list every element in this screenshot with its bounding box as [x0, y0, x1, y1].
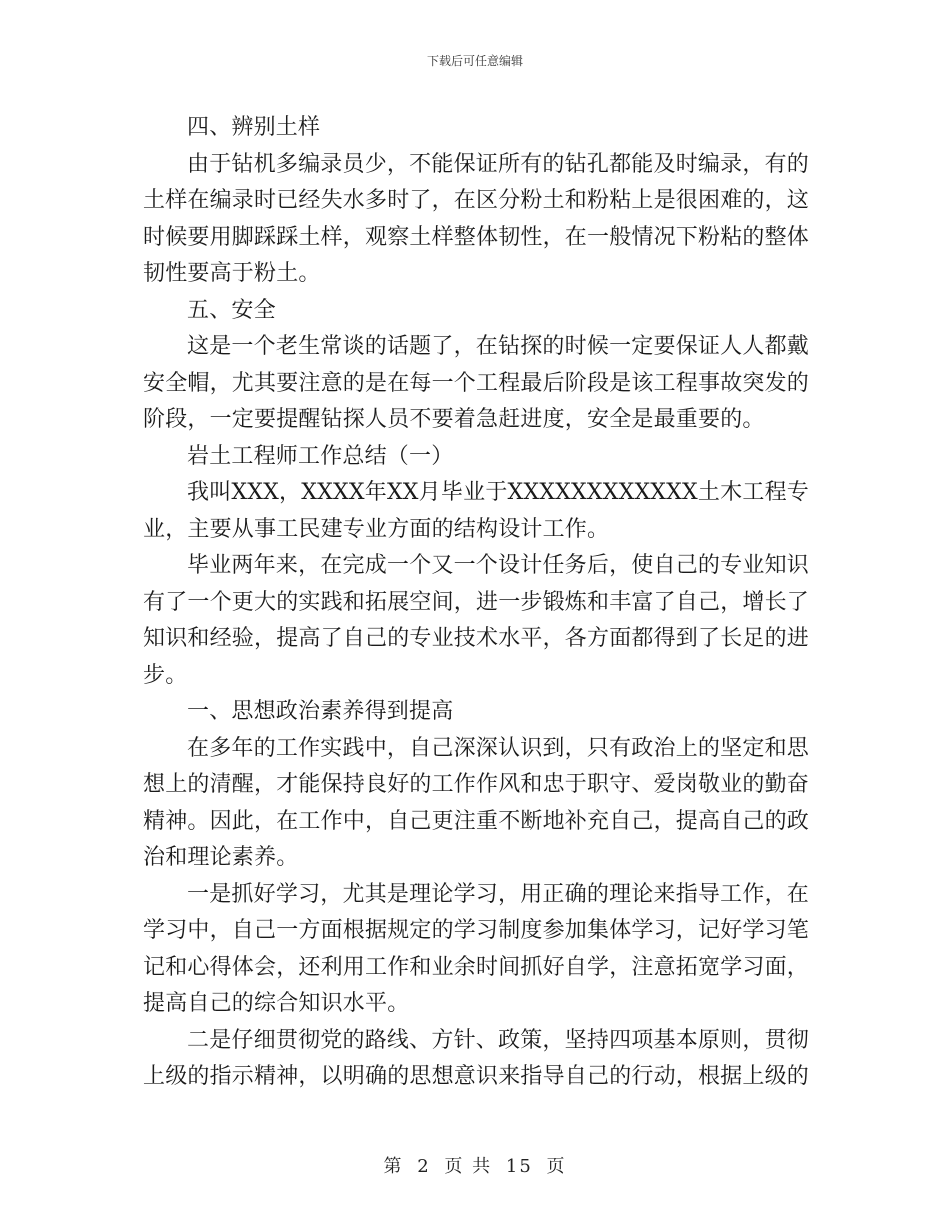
paragraph: 毕业两年来，在完成一个又一个设计任务后，使自己的专业知识有了一个更大的实践和拓展空间，进一步锻炼和丰富了自己，增长了知识和经验，提高了自己的专业技术水平，各方面都得到了长足的进步。: [143, 553, 810, 688]
paragraph: 由于钻机多编录员少，不能保证所有的钻孔都能及时编录，有的土样在编录时已经失水多时了，在区分粉土和粉粘上是很困难的，这时候要用脚踩踩土样，观察土样整体韧性，在一般情况下粉粘的整体韧性要高于粉土。: [143, 151, 810, 286]
footer-middle: 页 共: [444, 1156, 493, 1177]
document-subtitle: 岩土工程师工作总结（一）: [187, 443, 454, 469]
current-page-number: 2: [417, 1156, 431, 1177]
paragraph: 我叫XXX，XXXX年XX月毕业于XXXXXXXXXXXX土木工程专业，主要从事工民建专业方面的结构设计工作。: [143, 480, 809, 542]
paragraph: 在多年的工作实践中，自己深深认识到，只有政治上的坚定和思想上的清醒，才能保持良好的工作作风和忠于职守、爱岗敬业的勤奋精神。因此，在工作中，自己更注重不断地补充自己，提高自己的政治和理论素养。: [143, 735, 810, 870]
footer-suffix: 页: [546, 1156, 567, 1177]
footer-prefix: 第: [383, 1156, 404, 1177]
total-pages-number: 15: [505, 1156, 533, 1177]
page-footer: [0, 1152, 950, 1178]
section-heading-safety: 五、安全: [187, 297, 276, 323]
paragraph: 二是仔细贯彻党的路线、方针、政策，坚持四项基本原则，贯彻上级的指示精神，以明确的思想意识来指导自己的行动，根据上级的: [143, 1027, 810, 1089]
section-heading-political: 一、思想政治素养得到提高: [187, 699, 454, 724]
section-heading-identify-soil: 四、辨别土样: [187, 115, 321, 140]
paragraph: 这是一个老生常谈的话题了，在钻探的时候一定要保证人人都戴安全帽，尤其要注意的是在每一个工程最后阶段是该工程事故突发的阶段，一定要提醒钻探人员不要着急赶进度，安全是最重要的。: [143, 334, 810, 432]
document-body: [143, 110, 809, 1096]
header-note: 下载后可任意编辑: [426, 54, 523, 68]
paragraph: 一是抓好学习，尤其是理论学习，用正确的理论来指导工作，在学习中，自己一方面根据规定的学习制度参加集体学习，记好学习笔记和心得体会，还利用工作和业余时间抓好自学，注意拓宽学习面，提高自己的综合知识水平。: [143, 881, 810, 1016]
